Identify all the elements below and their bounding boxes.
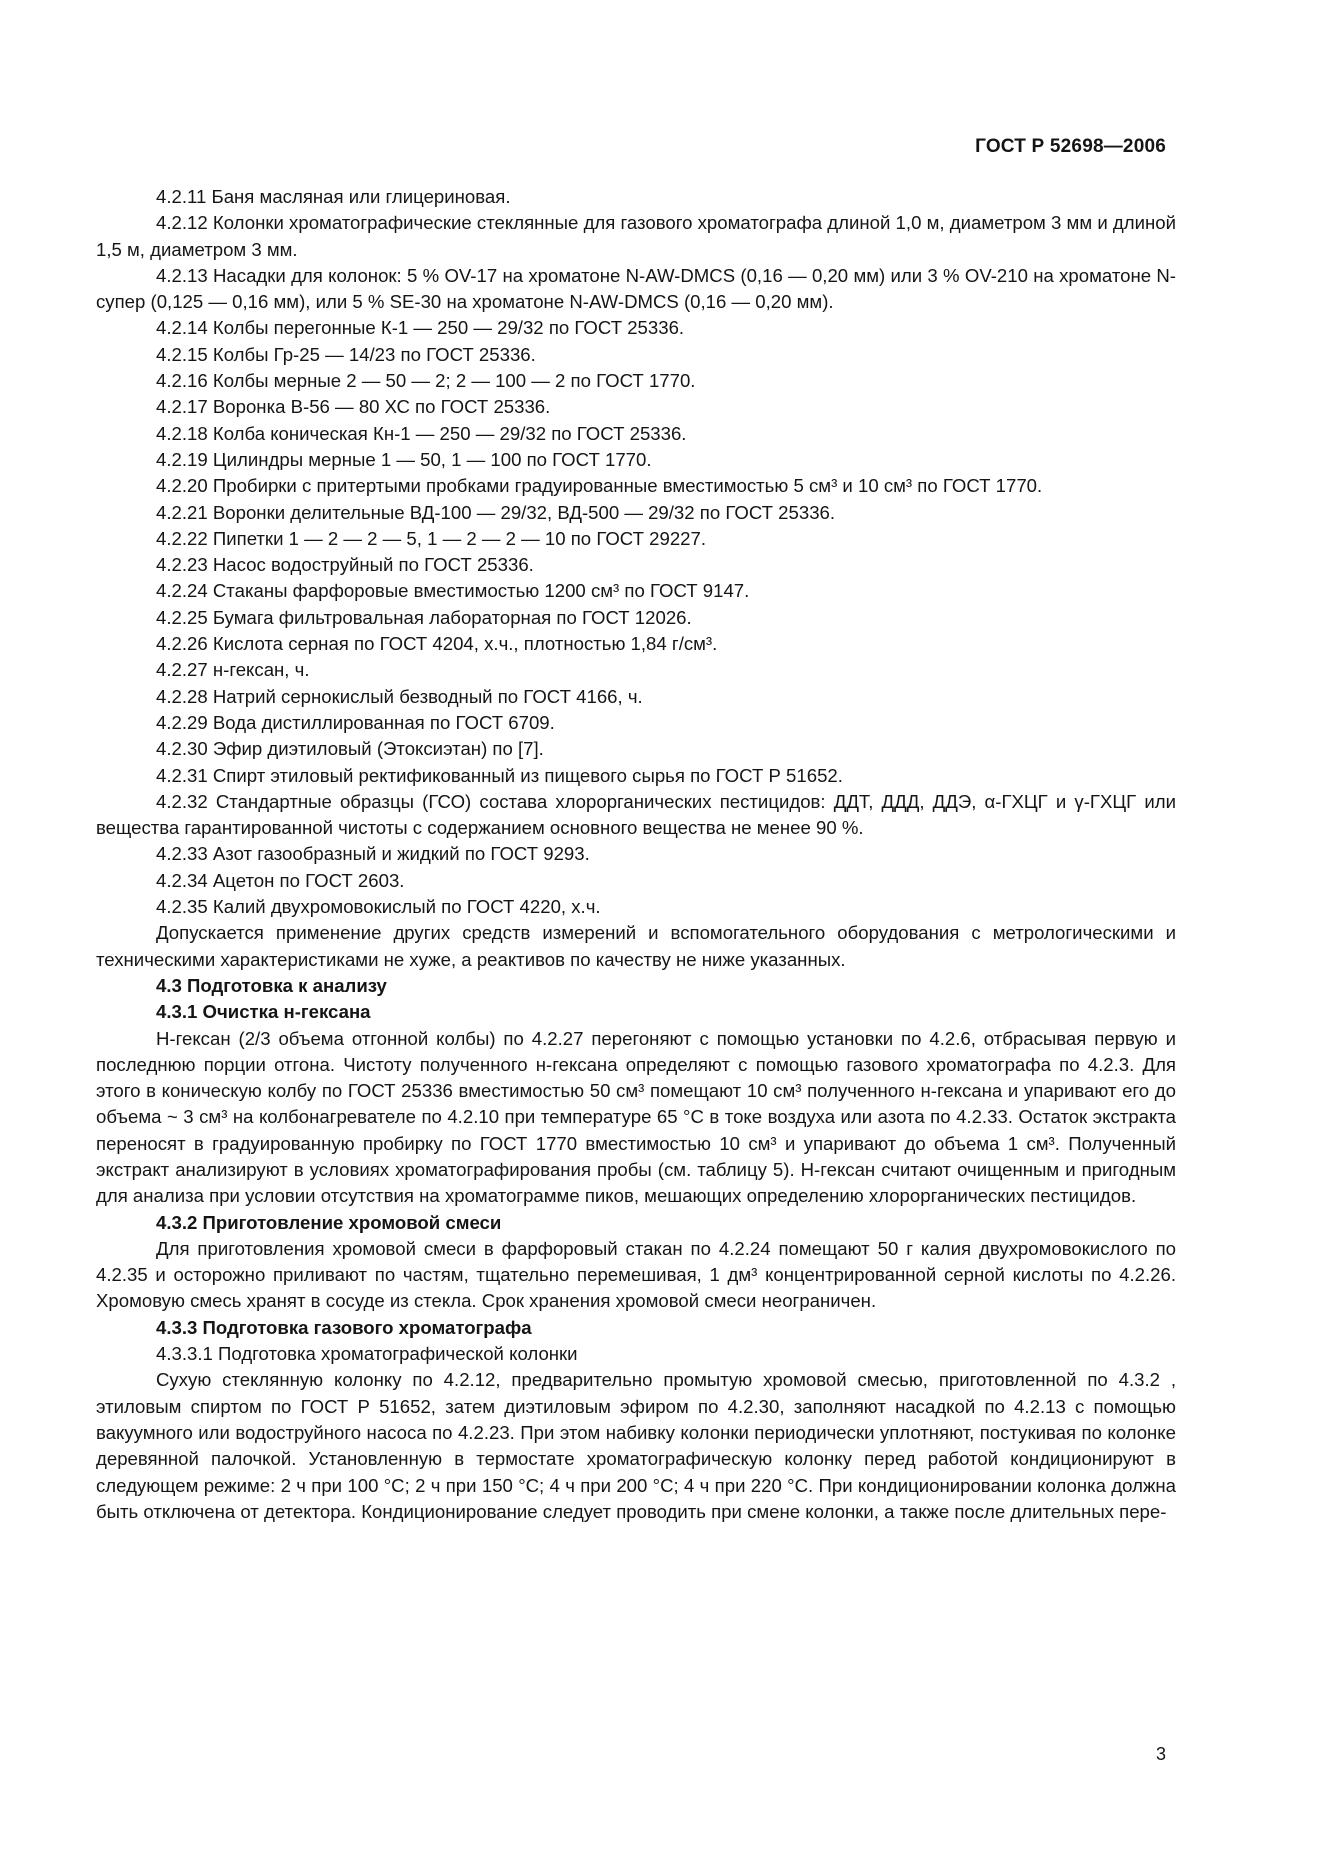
item-number: 4.2.20 — [156, 475, 208, 497]
list-item — [96, 368, 1176, 394]
list-item — [96, 342, 1176, 368]
item-text: Баня масляная или глицериновая. — [211, 186, 511, 207]
item-number: 4.2.25 — [156, 606, 208, 628]
section-4-3-3-1-text: Сухую стеклянную колонку по 4.2.12, предварительно промытую хромовой смесью, приготовленной по 4.3.2 , этиловым спиртом по ГОСТ Р 51652, затем диэтиловым эфиром по 4.2.30, заполняют насадкой по 4.2.13 с помощью вакуумного или водоструйного насоса по 4.2.23. При этом набивку колонки периодически уплотняют, постукивая по колонке деревянной палочкой. Установленную в термостате хроматографическую колонку перед работой кондиционируют в следующем режиме: 2 ч при 100 °С; 2 ч при 150 °С; 4 ч при 200 °С; 4 ч при 220 °С. При кондиционировании колонка должна быть отключена от детектора. Кондиционирование следует проводить при смене колонки, а также после длительных пере- — [96, 1369, 1176, 1522]
list-item — [96, 184, 1176, 210]
item-text: Стандартные образцы (ГСО) состава хлорорганических пестицидов: ДДТ, ДДД, ДДЭ, α-ГХЦГ и γ-ГХЦГ или вещества гарантированной чистоты с содержанием основного вещества не менее 90 %. — [96, 790, 1176, 839]
page-number: 3 — [1155, 1744, 1166, 1764]
section-4-3-1-title: 4.3.1 Очистка н-гексана — [156, 1001, 371, 1023]
item-text: Бумага фильтровальная лабораторная по ГОСТ 12026. — [212, 606, 692, 628]
item-text: Пипетки 1 — 2 — 2 — 5, 1 — 2 — 2 — 10 по ГОСТ 29227. — [212, 527, 707, 549]
item-text: Воронка В-56 — 80 ХС по ГОСТ 25336. — [212, 396, 551, 418]
item-number: 4.2.31 — [156, 764, 208, 786]
item-number: 4.2.29 — [156, 711, 208, 733]
item-text: Ацетон по ГОСТ 2603. — [212, 869, 405, 891]
item-text: Калий двухромовокислый по ГОСТ 4220, х.ч. — [212, 896, 601, 918]
item-text: Колонки хроматографические стеклянные для газового хроматографа длиной 1,0 м, диаметром 3 мм и длиной 1,5 м, диаметром 3 мм. — [96, 212, 1176, 260]
item-text: Насос водоструйный по ГОСТ 25336. — [212, 554, 534, 576]
item-text: Азот газообразный и жидкий по ГОСТ 9293. — [212, 843, 590, 865]
item-number: 4.2.21 — [156, 501, 208, 523]
item-number: 4.2.35 — [156, 896, 208, 918]
section-4-3-2-text: Для приготовления хромовой смеси в фарфоровый стакан по 4.2.24 помещают 50 г калия двухромовокислого по 4.2.35 и осторожно приливают по частям, тщательно перемешивая, 1 дм³ концентрированной серной кислоты по 4.2.26. Хромовую смесь хранят в сосуде из стекла. Срок хранения хромовой смеси неограничен. — [96, 1237, 1176, 1312]
item-text: н-гексан, ч. — [212, 659, 310, 681]
section-4-3-1-text: Н-гексан (2/3 объема отгонной колбы) по 4.2.27 перегоняют с помощью установки по 4.2.6, отбрасывая первую и последнюю порции отгона. Чистоту полученного н-гексана определяют с помощью газового хроматографа по 4.2.3. Для этого в коническую колбу по ГОСТ 25336 вместимостью 50 см³ помещают 10 см³ полученного н-гексана и упаривают его до объема ~ 3 см³ на колбонагревателе по 4.2.10 при температуре 65 °С в токе воздуха или азота по 4.2.33. Остаток экстракта переносят в градуированную пробирку по ГОСТ 1770 вместимостью 10 см³ и упаривают до объема 1 см³. Полученный экстракт анализируют в условиях хроматографирования пробы (см. таблицу 5). Н-гексан считают очищенным и пригодным для анализа при условии отсутствия на хроматограмме пиков, мешающих определению хлорорганических пестицидов. — [96, 1027, 1176, 1207]
item-text: Воронки делительные ВД-100 — 29/32, ВД-500 — 29/32 по ГОСТ 25336. — [212, 501, 836, 523]
list-item — [96, 763, 1176, 789]
list-item — [96, 421, 1176, 447]
list-item — [96, 631, 1176, 657]
list-item — [96, 920, 1176, 973]
item-number: 4.2.33 — [156, 843, 208, 865]
item-text: Колбы мерные 2 — 50 — 2; 2 — 100 — 2 по ГОСТ 1770. — [212, 370, 696, 392]
item-text: Стаканы фарфоровые вместимостью 1200 см³ по ГОСТ 9147. — [212, 580, 750, 602]
item-number: 4.2.12 — [156, 212, 208, 234]
list-item — [96, 841, 1176, 867]
document-header: ГОСТ Р 52698—2006 — [975, 136, 1166, 157]
list-item — [96, 394, 1176, 420]
item-number: 4.2.18 — [156, 422, 208, 444]
item-text: Спирт этиловый ректификованный из пищевого сырья по ГОСТ Р 51652. — [212, 764, 843, 786]
item-number: 4.2.22 — [156, 527, 208, 549]
list-item — [96, 868, 1176, 894]
section-4-3-2-title: 4.3.2 Приготовление хромовой смеси — [156, 1211, 502, 1233]
list-item — [96, 605, 1176, 631]
item-number: 4.2.13 — [156, 264, 208, 286]
list-item — [96, 657, 1176, 683]
item-text: Цилиндры мерные 1 — 50, 1 — 100 по ГОСТ 1770. — [212, 448, 652, 470]
document-body — [96, 184, 1176, 1525]
item-number: 4.2.19 — [156, 448, 208, 470]
list-item — [96, 500, 1176, 526]
item-number: 4.2.28 — [156, 685, 208, 707]
section-4-3-title: 4.3 Подготовка к анализу — [156, 974, 387, 996]
item-number: 4.2.15 — [156, 343, 208, 365]
list-item — [96, 578, 1176, 604]
equipment-list — [96, 184, 1176, 973]
item-number: 4.2.32 — [156, 790, 208, 812]
list-item — [96, 315, 1176, 341]
item-number: 4.2.16 — [156, 370, 208, 392]
list-item — [96, 789, 1176, 842]
item-number: 4.2.24 — [156, 580, 208, 602]
item-text: Эфир диэтиловый (Этоксиэтан) по [7]. — [212, 738, 544, 760]
item-text: Вода дистиллированная по ГОСТ 6709. — [212, 711, 555, 733]
list-item — [96, 447, 1176, 473]
list-item — [96, 710, 1176, 736]
item-text: Колбы перегонные К-1 — 250 — 29/32 по ГОСТ 25336. — [212, 317, 685, 339]
list-item — [96, 526, 1176, 552]
item-number: 4.2.14 — [156, 317, 208, 339]
list-item — [96, 210, 1176, 263]
list-item — [96, 263, 1176, 316]
item-text: Колбы Гр-25 — 14/23 по ГОСТ 25336. — [212, 343, 536, 365]
item-number: 4.2.27 — [156, 659, 208, 681]
item-number: 4.2.17 — [156, 396, 208, 418]
item-number: 4.2.34 — [156, 869, 208, 891]
item-text: Кислота серная по ГОСТ 4204, х.ч., плотностью 1,84 г/см³. — [212, 633, 718, 655]
item-number: 4.2.26 — [156, 633, 208, 655]
list-item — [96, 684, 1176, 710]
section-4-3-3-title: 4.3.3 Подготовка газового хроматографа — [156, 1316, 532, 1338]
section-4-3-3-1-subtitle: 4.3.3.1 Подготовка хроматографической колонки — [156, 1343, 578, 1365]
item-text: Натрий сернокислый безводный по ГОСТ 4166, ч. — [212, 685, 643, 707]
list-item — [96, 552, 1176, 578]
item-text: Пробирки с притертыми пробками градуированные вместимостью 5 см³ и 10 см³ по ГОСТ 1770. — [212, 475, 1043, 497]
list-item — [96, 736, 1176, 762]
item-text: Допускается применение других средств измерений и вспомогательного оборудования с метрологическими и техническими характеристиками не хуже, а реактивов по качеству не ниже указанных. — [96, 922, 1176, 970]
item-number: 4.2.30 — [156, 738, 208, 760]
list-item — [96, 894, 1176, 920]
item-number: 4.2.11 — [156, 186, 207, 207]
item-number: 4.2.23 — [156, 554, 208, 576]
list-item — [96, 473, 1176, 499]
item-text: Колба коническая Кн-1 — 250 — 29/32 по ГОСТ 25336. — [212, 422, 687, 444]
item-text: Насадки для колонок: 5 % OV-17 на хроматоне N-AW-DMCS (0,16 — 0,20 мм) или 3 % OV-210 на хроматоне N-супер (0,125 — 0,16 мм), или 5 % SE-30 на хроматоне N-AW-DMCS (0,16 — 0,20 мм). — [96, 264, 1176, 313]
